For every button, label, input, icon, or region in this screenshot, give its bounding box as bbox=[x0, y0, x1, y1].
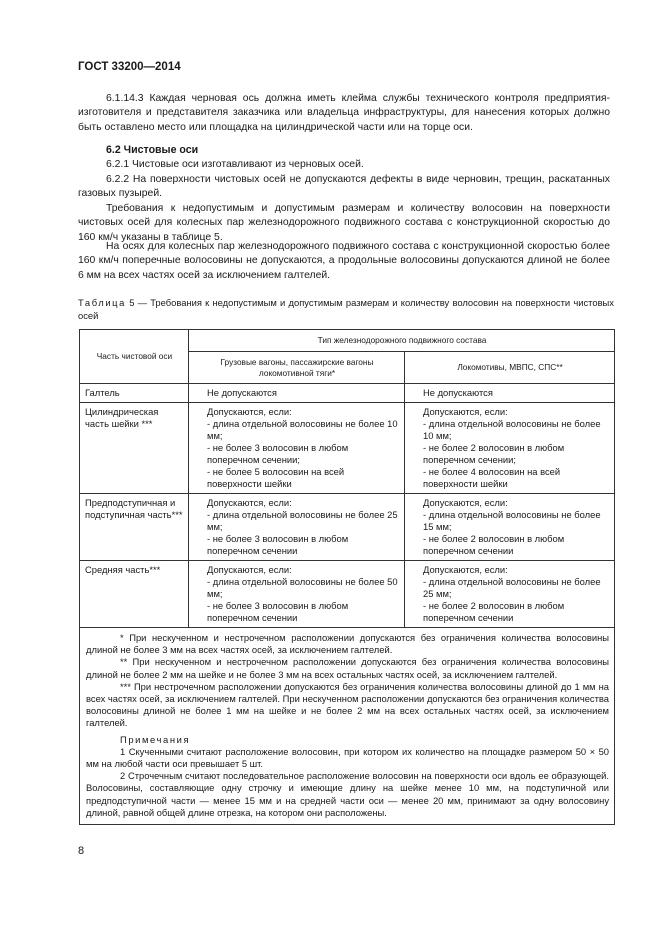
note-1: 1 Скученными считают расположение волосовин, при котором их количество на площадке размером 50 × 50 мм на любой части оси превышает 5 шт. bbox=[86, 745, 610, 770]
table-notes-cell bbox=[80, 628, 615, 825]
paragraph-high-speed-axes: На осях для колесных пар железнодорожного подвижного состава с конструкционной скоростью более 160 км/ч поперечные волосовины не допускаются, а продольные волосовины допускаются длиной не более 6 мм на всех частях осей за исключением галтелей. bbox=[78, 241, 610, 281]
column-header-freight-wagons: Грузовые вагоны, пассажирские вагоны локомотивной тяги* bbox=[189, 352, 405, 384]
cell-freight bbox=[189, 384, 405, 403]
column-header-axle-part: Часть чистовой оси bbox=[80, 330, 189, 384]
cell-line: - длина отдельной волосовины не более 50 мм; bbox=[207, 576, 398, 599]
cell-line: Допускаются, если: bbox=[207, 497, 292, 508]
cell-line: Не допускаются bbox=[207, 387, 277, 398]
table-row bbox=[80, 403, 615, 494]
footnote-3: *** При нестрочечном расположении допускаются без ограничения количества волосовины длиной до 1 мм на всех частях осей, за исключением галтелей. При нескученном расположении допускаются без ограничения количества волосовины длиной не более 1 мм на шейке и не более 2 мм на всех остальных частях осей, за исключением галтелей. bbox=[86, 680, 610, 729]
table-row bbox=[80, 561, 615, 628]
cell-line: Допускаются, если: bbox=[423, 406, 508, 417]
cell-part: Предподступичная и подступичная часть*** bbox=[80, 494, 189, 561]
paragraph-6-2-1: 6.2.1 Чистовые оси изготавливают из черновых осей. bbox=[106, 159, 364, 170]
page-number: 8 bbox=[78, 845, 85, 857]
cell-part: Средняя часть*** bbox=[80, 561, 189, 628]
cell-line: Допускаются, если: bbox=[207, 406, 292, 417]
cell-line: - не более 3 волосовин в любом поперечном сечении bbox=[207, 600, 349, 623]
cell-part: Цилиндрическая часть шейки *** bbox=[80, 403, 189, 494]
cell-freight bbox=[189, 403, 405, 494]
notes-title: Примечания bbox=[120, 733, 191, 745]
section-title-6-2: 6.2 Чистовые оси bbox=[106, 144, 199, 156]
cell-line: Не допускаются bbox=[423, 387, 493, 398]
cell-line: - не более 5 волосовин на всей поверхности шейки bbox=[207, 466, 345, 489]
table-notes-row bbox=[80, 628, 615, 825]
cell-line: Допускаются, если: bbox=[207, 564, 292, 575]
cell-loco bbox=[405, 403, 615, 494]
cell-line: - не более 3 волосовин в любом поперечном сечении; bbox=[207, 442, 349, 465]
column-header-locomotives: Локомотивы, МВПС, СПС** bbox=[405, 352, 615, 384]
cell-line: - длина отдельной волосовины не более 25 мм; bbox=[423, 576, 601, 599]
cell-line: - не более 2 волосовин в любом поперечном сечении bbox=[423, 533, 565, 556]
footnote-2: ** При нескученном и нестрочечном расположении допускаются без ограничения количества волосовины длиной не более 2 мм на шейке и не более 3 мм на всех остальных частях осей, за исключением галтелей. bbox=[86, 656, 610, 680]
table-caption bbox=[78, 296, 614, 322]
column-header-rolling-stock-type: Тип железнодорожного подвижного состава bbox=[189, 330, 615, 352]
cell-line: - не более 4 волосовин на всей поверхности шейки bbox=[423, 466, 561, 489]
note-2: 2 Строчечным считают последовательное расположение волосовин на поверхности оси вдоль ее образующей. Волосовины, составляющие одну строчку и имеющие длину на шейке менее 10 мм, на подступичной или предподступичной части — менее 15 мм и на средней части оси — менее 20 мм, принимают за одну волосовину длиной, равной общей длине отрезка, на котором они расположены. bbox=[86, 770, 610, 818]
cell-loco bbox=[405, 561, 615, 628]
cell-freight bbox=[189, 561, 405, 628]
hairline-requirements-table bbox=[79, 329, 615, 825]
paragraph-requirements: Требования к недопустимым и допустимым размерам и количеству волосовин на поверхности чистовых осей для колесных пар железнодорожного подвижного состава с конструкционной скоростью до 160 км/ч указаны в таблице 5. bbox=[78, 203, 610, 243]
cell-line: - не более 2 волосовин в любом поперечном сечении bbox=[423, 600, 565, 623]
table-caption-word: Таблица bbox=[78, 297, 126, 308]
cell-line: - длина отдельной волосовины не более 15 мм; bbox=[423, 509, 601, 532]
table-caption-text: 5 — Требования к недопустимым и допустимым размерам и количеству волосовин на поверхности чистовых осей bbox=[78, 297, 614, 321]
table-row bbox=[80, 384, 615, 403]
cell-line: - длина отдельной волосовины не более 10 мм; bbox=[207, 418, 398, 441]
cell-line: - длина отдельной волосовины не более 25 мм; bbox=[207, 509, 398, 532]
paragraph-6-1-14-3: 6.1.14.3 Каждая черновая ось должна иметь клейма службы технического контроля предприятия-изготовителя и представителя заказчика или владельца инфраструктуры, для нанесения которых должно быть оставлено место или площадка на цилиндрической части или на торце оси. bbox=[78, 93, 610, 133]
cell-line: - не более 2 волосовин в любом поперечном сечении; bbox=[423, 442, 565, 465]
cell-loco bbox=[405, 384, 615, 403]
footnote-1: * При нескученном и нестрочечном расположении допускаются без ограничения количества волосовины длиной не более 3 мм на всех частях осей, за исключением галтелей. bbox=[86, 632, 610, 656]
paragraph-6-2-2: 6.2.2 На поверхности чистовых осей не допускаются дефекты в виде черновин, трещин, раскатанных газовых пузырей. bbox=[78, 174, 610, 200]
cell-line: Допускаются, если: bbox=[423, 564, 508, 575]
table-row bbox=[80, 494, 615, 561]
document-header: ГОСТ 33200—2014 bbox=[78, 61, 181, 73]
cell-loco bbox=[405, 494, 615, 561]
cell-freight bbox=[189, 494, 405, 561]
cell-line: - длина отдельной волосовины не более 10 мм; bbox=[423, 418, 601, 441]
cell-part: Галтель bbox=[80, 384, 189, 403]
cell-line: Допускаются, если: bbox=[423, 497, 508, 508]
cell-line: - не более 3 волосовин в любом поперечном сечении bbox=[207, 533, 349, 556]
